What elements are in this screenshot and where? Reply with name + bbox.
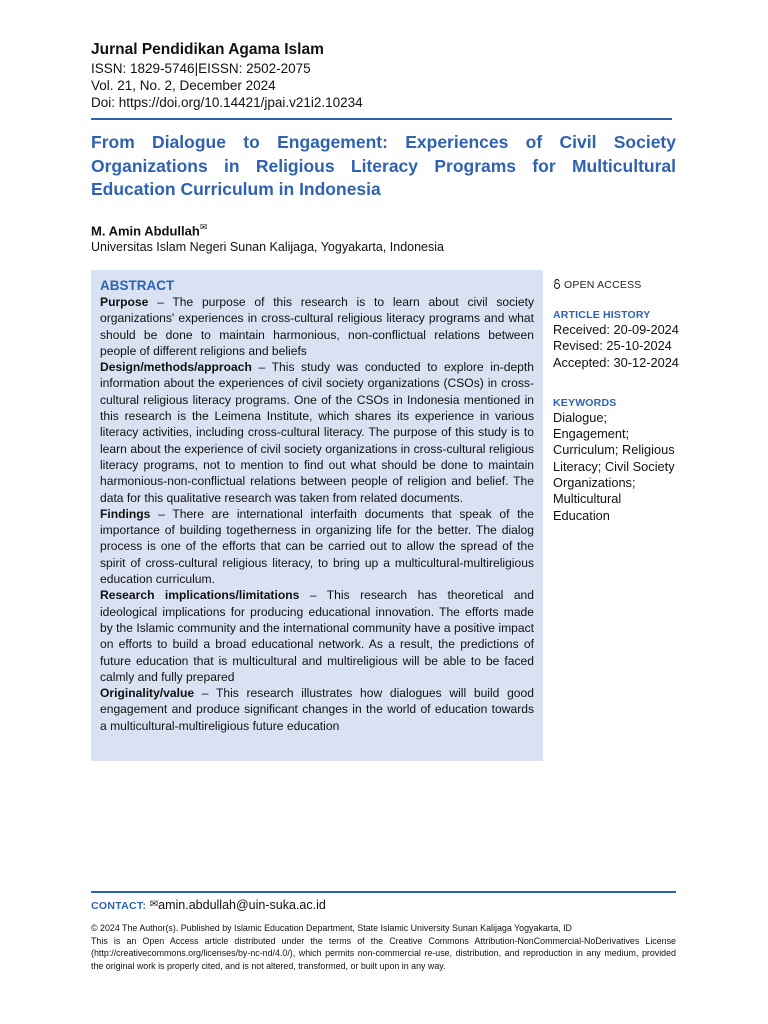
keyword-line: Multicultural	[553, 491, 622, 507]
author-block	[91, 219, 676, 256]
abstract-heading: ABSTRACT	[100, 278, 175, 293]
abstract-implications	[100, 587, 534, 685]
envelope-icon: ✉	[149, 899, 159, 910]
volume-line: Vol. 21, No. 2, December 2024	[91, 78, 276, 93]
contact-label: CONTACT:	[91, 900, 147, 912]
keyword-line: Engagement;	[553, 426, 630, 442]
author-affiliation: Universitas Islam Negeri Sunan Kalijaga, Yogyakarta, Indonesia	[91, 240, 444, 255]
abstract-section-text: – This research illustrates how dialogues will build good engagement and produce significant changes in the world of education towards a multicultural-multireligious future education	[100, 686, 534, 733]
issn-line: ISSN: 1829-5746|EISSN: 2502-2075	[91, 61, 311, 76]
keywords-block	[553, 396, 693, 524]
abstract-section-text: – This research has theoretical and ideological implications for producing educational innovation. The efforts made by the Islamic community and the international community have a positive impact on efforts to build a broad educational network. As a result, the predictions of future education that is multicultural and multireligious will be able to be faced calmly and fully prepared	[100, 588, 534, 684]
open-access-label: OPEN ACCESS	[564, 279, 642, 291]
abstract-section-label: Originality/value	[100, 686, 195, 701]
author-name: M. Amin Abdullah	[91, 223, 200, 239]
abstract-findings	[100, 506, 534, 587]
contact-line	[91, 897, 326, 914]
abstract-box	[91, 270, 543, 761]
abstract-section-text: – The purpose of this research is to learn about civil society organizations' experiences in cross-cultural religious literacy programs and what should be done to maintain harmonious, non-conflictual relations between people of different religions and beliefs	[100, 295, 534, 358]
history-heading: ARTICLE HISTORY	[553, 309, 651, 321]
abstract-section-label: Research implications/limitations	[100, 588, 300, 603]
abstract-purpose	[100, 294, 534, 359]
abstract-section-text: – There are international interfaith documents that speak of the importance of building togetherness in organizing life for the better. The dialog process is one of the efforts that can be carried out to allow the spread of the spirit of cross-cultural religious literacy, to bring up a multicultural-multireligious education curriculum.	[100, 506, 534, 587]
article-title: From Dialogue to Engagement: Experiences of Civil Society Organizations in Religious Literacy Programs for Multicultural Education Curriculum in Indonesia	[91, 132, 676, 199]
abstract-section-label: Design/methods/approach	[100, 360, 252, 375]
envelope-icon[interactable]: ✉	[199, 222, 208, 232]
article-history	[553, 308, 693, 371]
contact-email[interactable]: amin.abdullah@uin-suka.ac.id	[158, 898, 326, 912]
open-lock-icon	[553, 279, 561, 289]
keyword-line: Organizations;	[553, 475, 636, 491]
keyword-line: Literacy; Civil Society	[553, 458, 675, 474]
keywords-heading: KEYWORDS	[553, 396, 617, 409]
received-date: Received: 20-09-2024	[553, 322, 679, 337]
copyright-notice: © 2024 The Author(s). Published by Islamic Education Department, State Islamic University Sunan Kalijaga Yogyakarta, ID	[91, 923, 572, 933]
revised-date: Revised: 25-10-2024	[553, 338, 672, 354]
accepted-date: Accepted: 30-12-2024	[553, 354, 679, 370]
license-footer	[91, 922, 676, 972]
abstract-section-label: Purpose	[100, 295, 149, 309]
footer-divider	[91, 891, 676, 893]
header-divider	[91, 118, 672, 120]
journal-name: Jurnal Pendidikan Agama Islam	[91, 41, 324, 58]
article-sidebar	[553, 278, 693, 524]
abstract-section-label: Findings	[100, 506, 151, 521]
abstract-originality	[100, 685, 534, 734]
keyword-line: Dialogue;	[553, 409, 608, 425]
keyword-line: Curriculum; Religious	[553, 442, 675, 458]
keyword-line: Education	[553, 507, 610, 523]
abstract-design	[100, 359, 534, 506]
journal-header	[91, 40, 676, 111]
open-access-badge	[553, 278, 693, 292]
abstract-section-text: – This study was conducted to explore in-depth information about the experiences of civil society organizations (CSOs) in cross-cultural religious literacy programs. One of the CSOs in Indonesia mentioned in this research is the Leimena Institute, which shares its experience in various literacy activities, including cross-cultural literacy. The purpose of this study is to learn about the experience of civil society organizations in cross-cultural religious literacy programs, not to mention to find out what should be done to maintain harmonious-non-conflictual relations between people of religion and belief. The data for this qualitative research was taken from related documents.	[100, 360, 534, 505]
author-name-line	[91, 219, 676, 239]
doi-link[interactable]: Doi: https://doi.org/10.14421/jpai.v21i2.10234	[91, 95, 363, 110]
license-text: This is an Open Access article distributed under the terms of the Creative Commons Attribution-NonCommercial-NoDerivatives License (http://creativecommons.org/licenses/by-nc-nd/4.0/), which permits non-commercial re-use, distribution, and reproduction in any medium, provided the original work is properly cited, and is not altered, transformed, or built upon in any way.	[91, 935, 676, 971]
